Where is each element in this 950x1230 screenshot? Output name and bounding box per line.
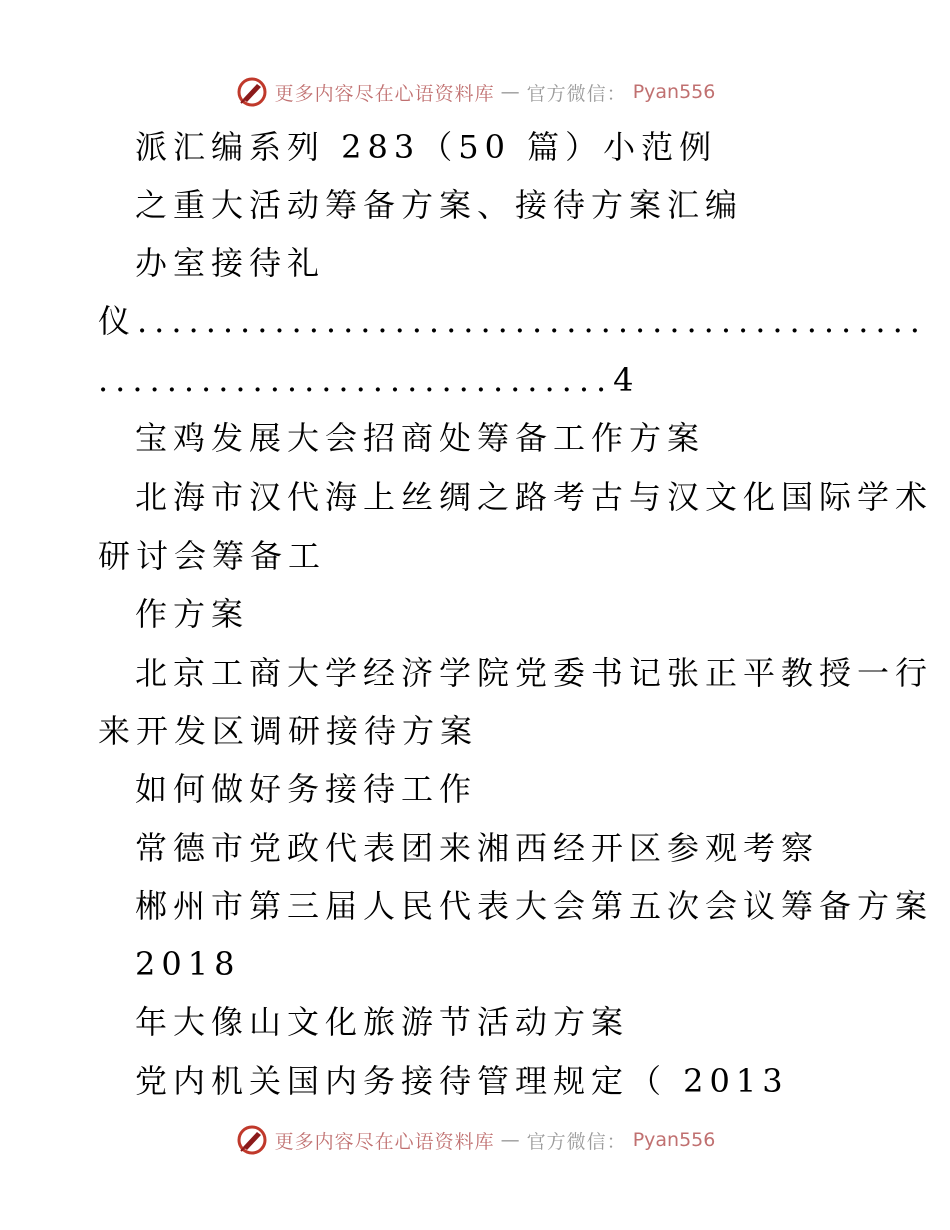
watermark-footer (0, 1120, 950, 1160)
text-line: 北海市汉代海上丝绸之路考古与汉文化国际学术 (135, 478, 934, 516)
text-line: 宝鸡发展大会招商处筹备工作方案 (135, 419, 706, 457)
toc-leader-line: 仪.............................................. (98, 302, 927, 340)
text-line: 年大像山文化旅游节活动方案 (135, 1003, 630, 1041)
watermark-text: 更多内容尽在心语资料库 (274, 82, 495, 105)
text-line: 派汇编系列 283（50 篇）小范例 (135, 128, 718, 166)
text-line: 来开发区调研接待方案 (98, 712, 479, 750)
text-line: 作方案 (135, 595, 250, 633)
watermark-text: 更多内容尽在心语资料库 (274, 1130, 495, 1153)
text-line: 常德市党政代表团来湘西经开区参观考察 (135, 829, 820, 867)
pen-swirl-logo-icon (235, 1123, 269, 1157)
watermark-wechat-id: Pyan556 (632, 1129, 716, 1151)
watermark-header (0, 72, 950, 112)
text-line: 2018 (135, 945, 241, 983)
text-line: 办室接待礼 (135, 244, 326, 282)
text-line: 之重大活动筹备方案、接待方案汇编 (135, 186, 744, 224)
watermark-label: 官方微信： (526, 82, 627, 105)
watermark-wechat-id: Pyan556 (632, 81, 716, 103)
watermark-separator: — (500, 1129, 521, 1151)
text-line: 北京工商大学经济学院党委书记张正平教授一行 (135, 654, 934, 692)
pen-swirl-logo-icon (235, 75, 269, 109)
toc-leader-line: ..............................4 (98, 361, 641, 399)
text-line: 如何做好务接待工作 (135, 770, 478, 808)
watermark-separator: — (500, 81, 521, 103)
text-line: 郴州市第三届人民代表大会第五次会议筹备方案 (135, 887, 934, 925)
text-line: 党内机关国内务接待管理规定（ 2013 (135, 1062, 789, 1100)
watermark-label: 官方微信： (526, 1130, 627, 1153)
text-line: 研讨会筹备工 (98, 537, 327, 575)
